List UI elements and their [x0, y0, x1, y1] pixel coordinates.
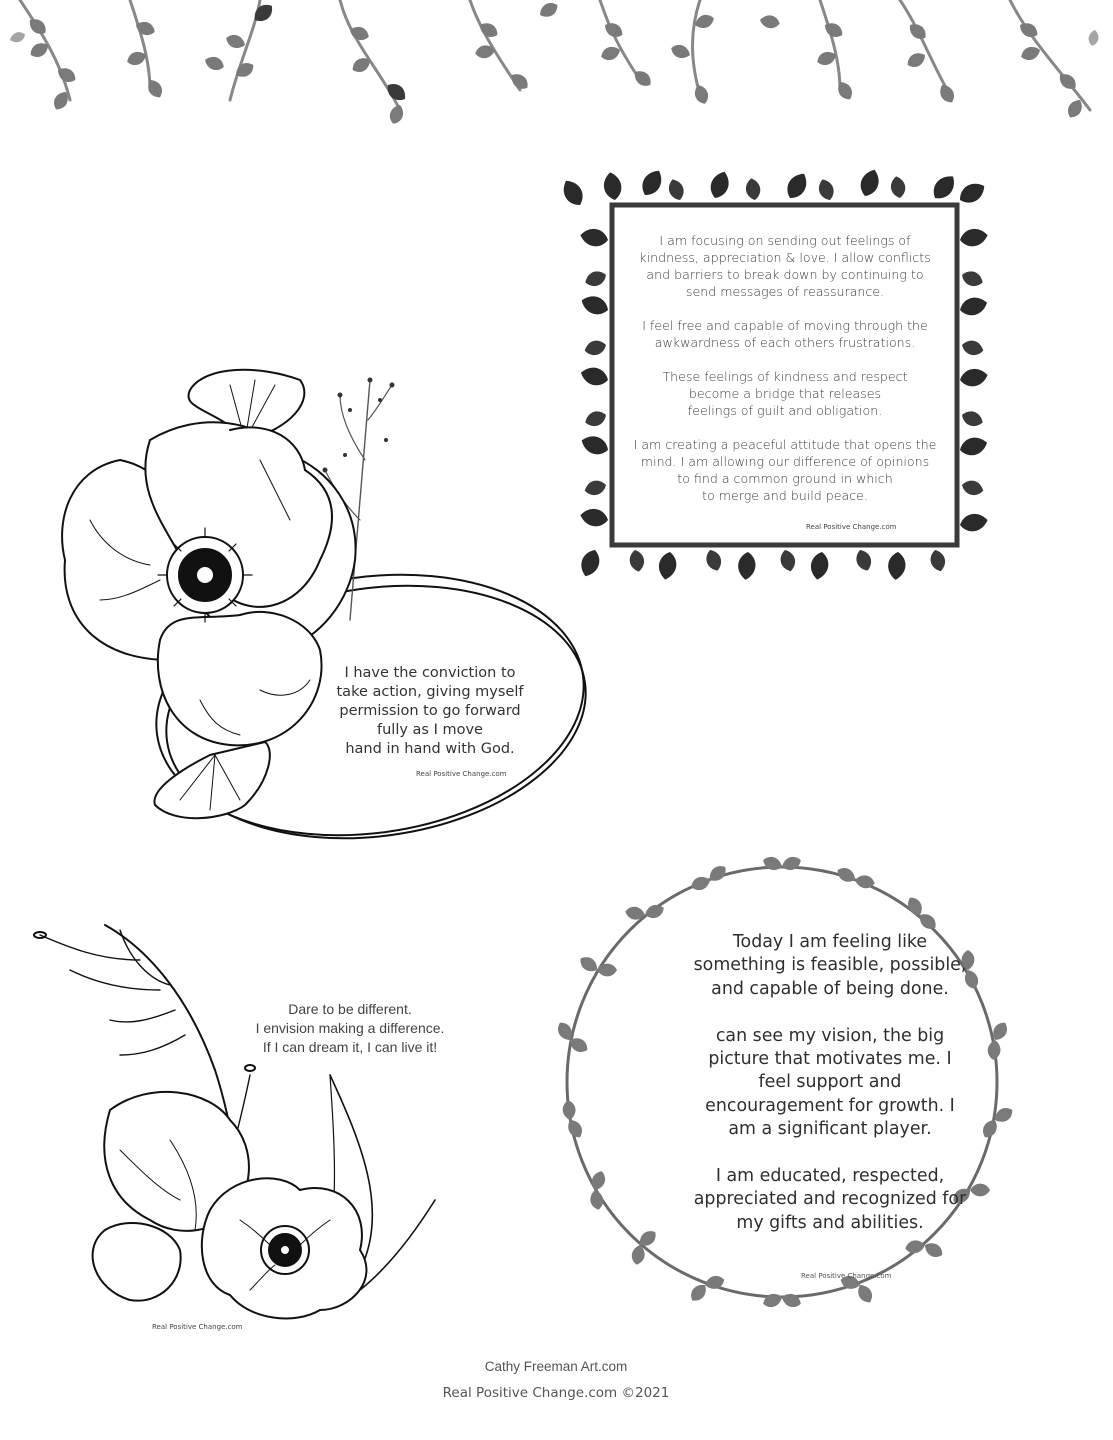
floral-illustration	[34, 925, 435, 1318]
poppy-oval-illustration	[62, 370, 602, 864]
wreath-site-label: Real Positive Change.com	[801, 1272, 892, 1280]
square-frame-site-label: Real Positive Change.com	[806, 523, 897, 531]
top-garland-leaves	[8, 0, 1099, 126]
wreath-affirmation: Today I am feeling like something is feasible, possible, and capable of being done. can see my vision, the big picture that motivates me. I feel support and encouragement for growth. I am a significant player. I am educated, respected, appreciated and recognized for my gifts and abilities.	[693, 932, 967, 1233]
artist-credit: Cathy Freeman Art.com	[484, 1359, 628, 1374]
floral-affirmation: Dare to be different. I envision making a difference. If I can dream it, I can live it!	[255, 1001, 445, 1055]
floral-site-label: Real Positive Change.com	[152, 1323, 243, 1331]
oval-frame-affirmation: I have the conviction to take action, giving myself permission to go forward fully as I move hand in hand with God.	[336, 665, 524, 757]
square-frame-affirmation: I am focusing on sending out feelings of kindness, appreciation & love. I allow conflicts and barriers to break down by continuing to send messages of reassurance. I feel free and capable of moving through the awkwardness of each others frustrations. These feelings of kindness and respect become a bridge that releases feelings of guilt and obligation. I am creating a peaceful attitude that opens the mind. I am allowing our difference of opinions to find a common ground in which to merge and build peace.	[633, 233, 937, 503]
top-garland	[20, 0, 1090, 110]
copyright-notice: Real Positive Change.com ©2021	[442, 1385, 670, 1401]
oval-frame-site-label: Real Positive Change.com	[416, 770, 507, 778]
